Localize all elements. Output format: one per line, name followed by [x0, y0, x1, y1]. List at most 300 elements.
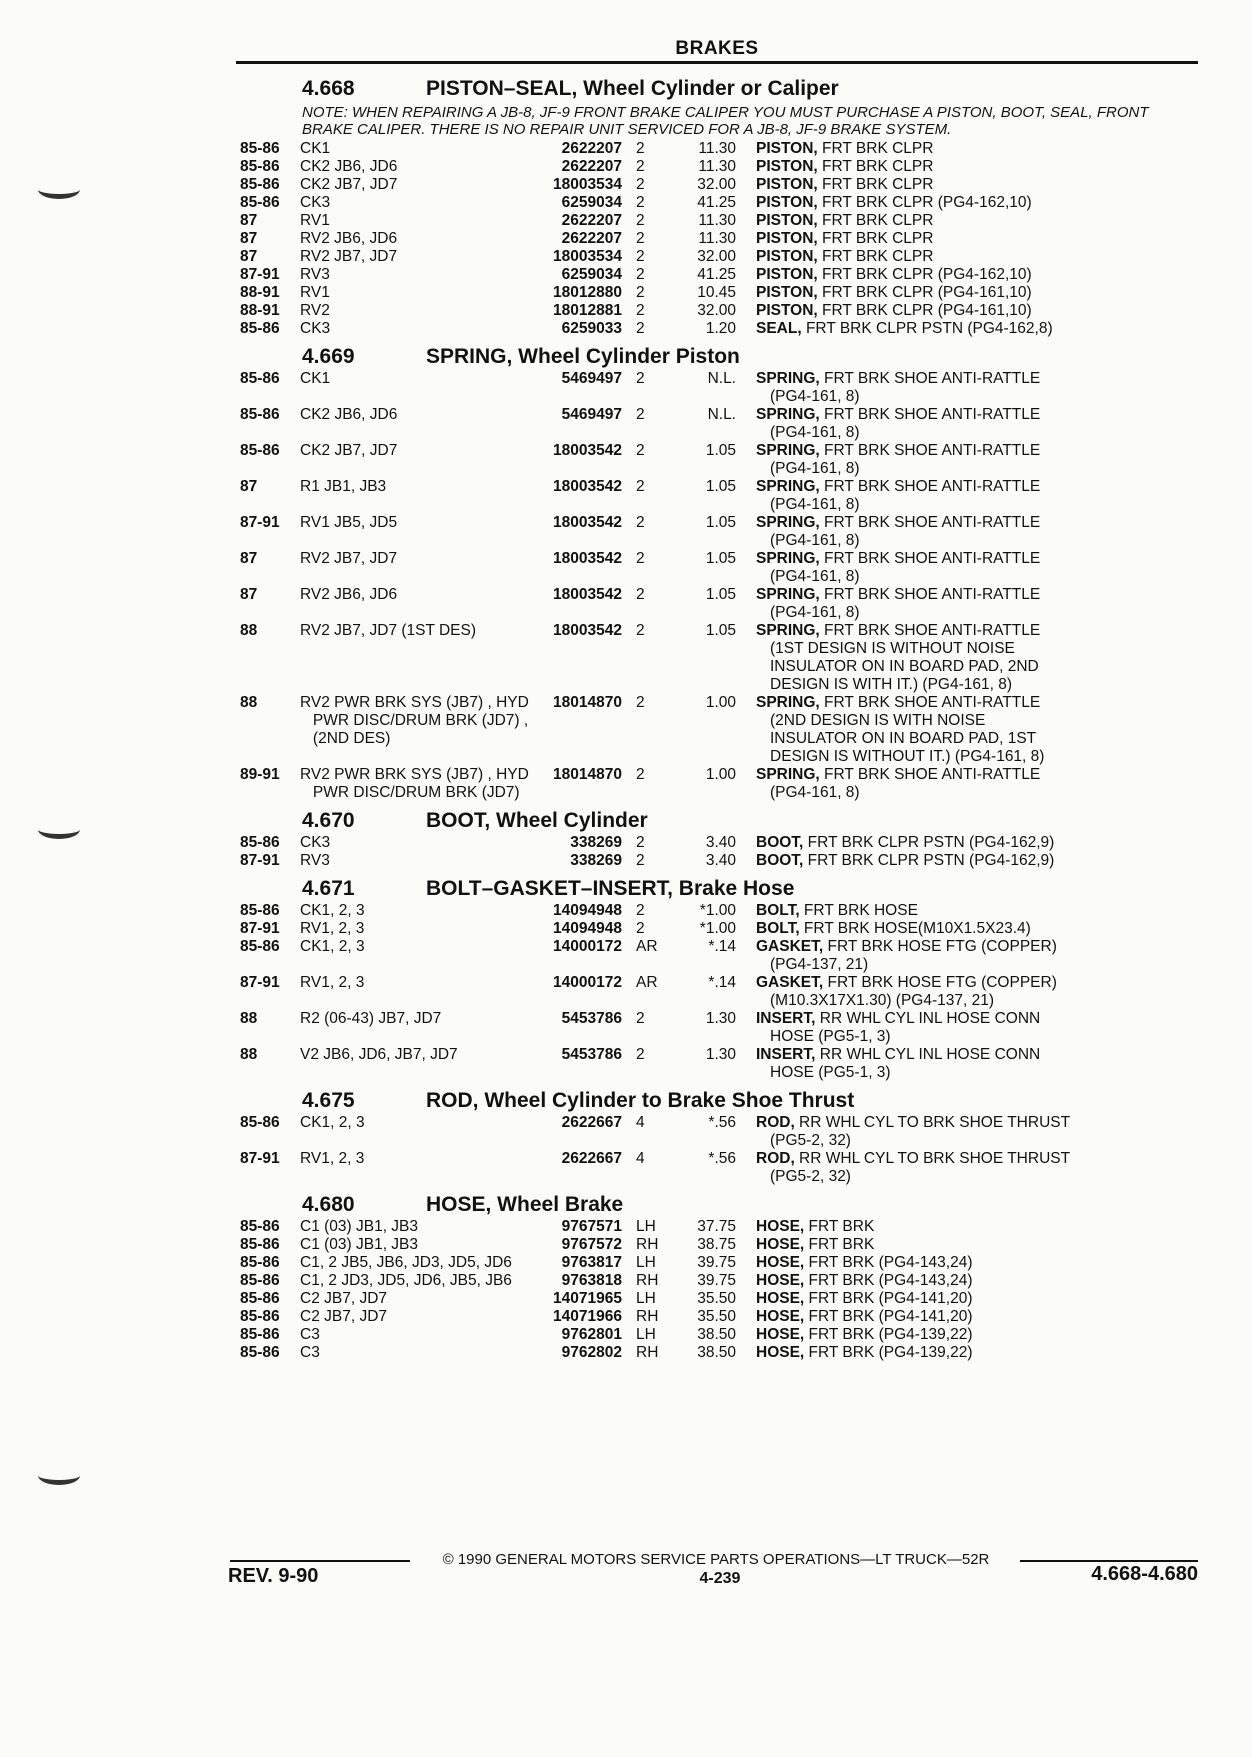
part-number: 18012880 — [553, 284, 622, 301]
price: 38.75 — [697, 1236, 736, 1253]
part-description-line: DESIGN IS WITHOUT IT.) (PG4-161, 8) — [770, 748, 1045, 765]
model-year: 87-91 — [240, 1150, 280, 1167]
part-name: SPRING, — [756, 406, 820, 423]
table-row — [240, 1344, 1198, 1362]
table-row — [240, 284, 1198, 302]
part-description — [736, 1150, 1106, 1186]
quantity: 2 — [636, 266, 645, 283]
part-name: HOSE, — [756, 1272, 805, 1289]
model-year: 88-91 — [240, 302, 280, 319]
part-description-line: (PG4-161, 8) — [770, 568, 860, 585]
part-description-line — [756, 1010, 1106, 1028]
part-description-line: INSULATOR ON IN BOARD PAD, 1ST — [770, 730, 1037, 747]
part-detail: FRT BRK CLPR — [817, 230, 934, 247]
model-description: RV2 JB6, JD6 — [300, 586, 398, 603]
part-number: 5469497 — [561, 370, 622, 387]
model-year: 88 — [240, 622, 258, 639]
part-description — [736, 230, 1106, 248]
price: 38.50 — [697, 1326, 736, 1343]
table-row — [240, 938, 1198, 974]
part-name: PISTON, — [756, 230, 818, 247]
table-row — [240, 158, 1198, 176]
section-title: SPRING, Wheel Cylinder Piston — [426, 345, 740, 368]
table-row — [240, 852, 1198, 870]
part-detail: FRT BRK — [804, 1236, 875, 1253]
model-description: RV1, 2, 3 — [300, 1150, 365, 1167]
model-description: R1 JB1, JB3 — [300, 478, 387, 495]
part-number: 9762801 — [561, 1326, 622, 1343]
price: 32.00 — [697, 176, 736, 193]
part-description-line — [756, 406, 1106, 424]
part-number: 2622667 — [561, 1114, 622, 1131]
quantity: 2 — [636, 766, 645, 783]
model-description: RV3 — [300, 852, 330, 869]
model-year: 85-86 — [240, 176, 280, 193]
part-description-line — [756, 1290, 1106, 1308]
part-name: PISTON, — [756, 284, 818, 301]
part-number: 18012881 — [553, 302, 622, 319]
part-name: SPRING, — [756, 694, 820, 711]
section-number: 4.671 — [302, 877, 355, 900]
part-description-line — [756, 194, 1106, 212]
part-name: PISTON, — [756, 158, 818, 175]
table-row — [240, 140, 1198, 158]
price: 39.75 — [697, 1272, 736, 1289]
table-row — [240, 1150, 1198, 1186]
part-number: 18014870 — [553, 694, 622, 711]
part-description-line: DESIGN IS WITH IT.) (PG4-161, 8) — [770, 676, 1013, 693]
price: N.L. — [707, 370, 736, 387]
part-name: GASKET, — [756, 938, 824, 955]
part-description-line: (PG4-161, 8) — [770, 604, 860, 621]
model-description: CK1, 2, 3 — [300, 902, 365, 919]
part-description-line — [756, 766, 1106, 784]
part-name: SEAL, — [756, 320, 802, 337]
part-description — [736, 586, 1106, 622]
part-detail: FRT BRK — [804, 1218, 875, 1235]
quantity: 2 — [636, 212, 645, 229]
part-description-line — [756, 550, 1106, 568]
part-description-line — [756, 302, 1106, 320]
model-description: CK1 — [300, 140, 331, 157]
model-description: C2 JB7, JD7 — [300, 1290, 388, 1307]
quantity: 4 — [636, 1150, 645, 1167]
model-year: 85-86 — [240, 834, 280, 851]
part-detail: FRT BRK SHOE ANTI-RATTLE — [819, 514, 1041, 531]
model-year: 87 — [240, 586, 258, 603]
footer-rule-right — [1020, 1560, 1198, 1562]
model-year: 88-91 — [240, 284, 280, 301]
model-description: RV1, 2, 3 — [300, 974, 365, 991]
model-year: 88 — [240, 1010, 258, 1027]
part-description — [736, 514, 1106, 550]
part-description — [736, 1344, 1106, 1362]
part-name: PISTON, — [756, 266, 818, 283]
quantity: RH — [636, 1272, 659, 1289]
part-description — [736, 212, 1106, 230]
table-row — [240, 1254, 1198, 1272]
model-year: 87-91 — [240, 514, 280, 531]
model-description: C1 (03) JB1, JB3 — [300, 1236, 419, 1253]
part-description — [736, 194, 1106, 212]
part-number: 2622207 — [561, 140, 622, 157]
model-year: 85-86 — [240, 1236, 280, 1253]
part-description — [736, 1010, 1106, 1046]
part-detail: FRT BRK CLPR — [817, 158, 934, 175]
part-description — [736, 920, 1106, 938]
part-description-line — [756, 266, 1106, 284]
section-title: PISTON–SEAL, Wheel Cylinder or Caliper — [426, 77, 839, 100]
part-description-line: HOSE (PG5-1, 3) — [770, 1064, 891, 1081]
part-description-line — [756, 514, 1106, 532]
model-year: 87-91 — [240, 852, 280, 869]
price: 3.40 — [705, 852, 736, 869]
part-description — [736, 1236, 1106, 1254]
section-heading — [240, 876, 1198, 902]
price: *.56 — [708, 1150, 736, 1167]
part-number: 2622207 — [561, 212, 622, 229]
part-description-line: (PG4-161, 8) — [770, 460, 860, 477]
part-description-line — [756, 320, 1106, 338]
model-description: C1 (03) JB1, JB3 — [300, 1218, 419, 1235]
part-number: 2622207 — [561, 230, 622, 247]
part-description — [736, 370, 1106, 406]
price: 1.05 — [705, 550, 736, 567]
quantity: 2 — [636, 902, 645, 919]
part-number: 6259034 — [561, 266, 622, 283]
price: 1.00 — [705, 766, 736, 783]
quantity: 2 — [636, 586, 645, 603]
section-number: 4.675 — [302, 1089, 355, 1112]
price: 32.00 — [697, 302, 736, 319]
header-rule — [236, 61, 1198, 64]
page-header: BRAKES — [675, 38, 759, 59]
quantity: 2 — [636, 622, 645, 639]
price: 37.75 — [697, 1218, 736, 1235]
table-row — [240, 1272, 1198, 1290]
table-row — [240, 1308, 1198, 1326]
model-year: 85-86 — [240, 1114, 280, 1131]
table-row — [240, 1290, 1198, 1308]
part-detail: FRT BRK (PG4-143,24) — [804, 1272, 973, 1289]
part-description-line — [756, 176, 1106, 194]
part-description-line: HOSE (PG5-1, 3) — [770, 1028, 891, 1045]
quantity: 2 — [636, 1046, 645, 1063]
part-detail: FRT BRK SHOE ANTI-RATTLE — [819, 694, 1041, 711]
price: 3.40 — [705, 834, 736, 851]
part-detail: FRT BRK CLPR — [817, 176, 934, 193]
part-description-line: (PG4-161, 8) — [770, 532, 860, 549]
part-description-line — [756, 852, 1106, 870]
part-detail: FRT BRK SHOE ANTI-RATTLE — [819, 586, 1041, 603]
model-year: 85-86 — [240, 370, 280, 387]
part-description-line: INSULATOR ON IN BOARD PAD, 2ND — [770, 658, 1039, 675]
section-title: HOSE, Wheel Brake — [426, 1193, 624, 1216]
part-description — [736, 1272, 1106, 1290]
part-description-line: (PG5-2, 32) — [770, 1132, 851, 1149]
table-row — [240, 694, 1198, 766]
part-number: 18003542 — [553, 442, 622, 459]
table-row — [240, 902, 1198, 920]
part-number: 9762802 — [561, 1344, 622, 1361]
model-year: 87-91 — [240, 974, 280, 991]
part-name: PISTON, — [756, 140, 818, 157]
quantity: 2 — [636, 158, 645, 175]
table-row — [240, 920, 1198, 938]
part-name: SPRING, — [756, 586, 820, 603]
part-description-line: (PG5-2, 32) — [770, 1168, 851, 1185]
part-number: 6259033 — [561, 320, 622, 337]
part-detail: FRT BRK SHOE ANTI-RATTLE — [819, 478, 1041, 495]
price: 11.30 — [698, 158, 736, 175]
model-description: RV1 — [300, 284, 330, 301]
model-description: RV1 JB5, JD5 — [300, 514, 398, 531]
part-description-line — [756, 1308, 1106, 1326]
part-description-line: (2ND DESIGN IS WITH NOISE — [770, 712, 986, 729]
price: *.14 — [708, 974, 736, 991]
part-description-line — [756, 230, 1106, 248]
punch-hole-mark — [38, 180, 80, 199]
part-detail: FRT BRK CLPR — [817, 140, 934, 157]
part-description — [736, 442, 1106, 478]
price: 1.30 — [705, 1010, 736, 1027]
quantity: 2 — [636, 442, 645, 459]
part-number: 18014870 — [553, 766, 622, 783]
part-name: BOLT, — [756, 920, 800, 937]
part-description-line — [756, 1218, 1106, 1236]
part-number: 6259034 — [561, 194, 622, 211]
part-description — [736, 1114, 1106, 1150]
part-number: 5469497 — [561, 406, 622, 423]
part-description-line — [756, 622, 1106, 640]
part-description — [736, 1218, 1106, 1236]
part-description — [736, 406, 1106, 442]
part-detail: FRT BRK HOSE — [799, 902, 918, 919]
price: *.56 — [708, 1114, 736, 1131]
part-description — [736, 284, 1106, 302]
section-heading — [240, 808, 1198, 834]
part-number: 9763817 — [561, 1254, 622, 1271]
section-number: 4.670 — [302, 809, 355, 832]
part-description-line — [756, 938, 1106, 956]
quantity: 2 — [636, 248, 645, 265]
part-name: SPRING, — [756, 550, 820, 567]
model-description: CK2 JB6, JD6 — [300, 406, 398, 423]
part-name: GASKET, — [756, 974, 824, 991]
model-year: 88 — [240, 694, 258, 711]
part-name: HOSE, — [756, 1326, 805, 1343]
part-description-line — [756, 1326, 1106, 1344]
part-description-line: (PG4-137, 21) — [770, 956, 869, 973]
model-year: 87 — [240, 248, 258, 265]
part-name: SPRING, — [756, 442, 820, 459]
part-description-line — [756, 442, 1106, 460]
part-detail: FRT BRK CLPR PSTN (PG4-162,9) — [803, 852, 1055, 869]
part-number: 14071966 — [553, 1308, 622, 1325]
model-description: CK3 — [300, 194, 331, 211]
quantity: RH — [636, 1344, 659, 1361]
table-row — [240, 266, 1198, 284]
model-year: 85-86 — [240, 1344, 280, 1361]
revision-label: REV. 9-90 — [228, 1565, 319, 1587]
part-number: 14094948 — [553, 920, 622, 937]
table-row — [240, 514, 1198, 550]
model-description: RV2 JB7, JD7 — [300, 248, 398, 265]
model-year: 85-86 — [240, 158, 280, 175]
part-number: 9767571 — [561, 1218, 622, 1235]
part-number: 9763818 — [561, 1272, 622, 1289]
part-description — [736, 1308, 1106, 1326]
part-number: 18003542 — [553, 622, 622, 639]
table-row — [240, 194, 1198, 212]
part-description-line — [756, 1150, 1106, 1168]
part-detail: FRT BRK (PG4-141,20) — [804, 1290, 973, 1307]
quantity: 2 — [636, 694, 645, 711]
price: 1.05 — [705, 442, 736, 459]
model-description: CK1, 2, 3 — [300, 1114, 365, 1131]
model-year: 85-86 — [240, 1290, 280, 1307]
part-description — [736, 140, 1106, 158]
part-description-line — [756, 920, 1106, 938]
part-description-line — [756, 586, 1106, 604]
table-row — [240, 586, 1198, 622]
price: *1.00 — [699, 902, 736, 919]
part-number: 18003542 — [553, 586, 622, 603]
model-description: R2 (06-43) JB7, JD7 — [300, 1010, 442, 1027]
part-name: HOSE, — [756, 1236, 805, 1253]
price: N.L. — [707, 406, 736, 423]
section-title: ROD, Wheel Cylinder to Brake Shoe Thrust — [426, 1089, 855, 1112]
quantity: AR — [636, 938, 658, 955]
part-number: 18003542 — [553, 514, 622, 531]
table-row — [240, 248, 1198, 266]
part-description-line — [756, 248, 1106, 266]
quantity: 2 — [636, 1010, 645, 1027]
price: 32.00 — [697, 248, 736, 265]
part-description — [736, 158, 1106, 176]
part-number: 2622207 — [561, 158, 622, 175]
quantity: 2 — [636, 140, 645, 157]
table-row — [240, 320, 1198, 338]
quantity: RH — [636, 1308, 659, 1325]
part-description — [736, 694, 1106, 766]
quantity: LH — [636, 1290, 656, 1307]
model-year: 85-86 — [240, 442, 280, 459]
quantity: 2 — [636, 406, 645, 423]
model-description: RV3 — [300, 266, 330, 283]
part-description — [736, 1290, 1106, 1308]
model-year: 87-91 — [240, 920, 280, 937]
quantity: 2 — [636, 550, 645, 567]
table-row — [240, 1236, 1198, 1254]
model-year: 87 — [240, 478, 258, 495]
part-detail: FRT BRK SHOE ANTI-RATTLE — [819, 550, 1041, 567]
part-detail: FRT BRK SHOE ANTI-RATTLE — [819, 406, 1041, 423]
part-name: PISTON, — [756, 302, 818, 319]
quantity: LH — [636, 1326, 656, 1343]
table-row — [240, 370, 1198, 406]
section-range: 4.668-4.680 — [1091, 1563, 1198, 1585]
part-description — [736, 302, 1106, 320]
model-description: RV2 JB6, JD6 — [300, 230, 398, 247]
section-note: NOTE: WHEN REPAIRING A JB-8, JF-9 FRONT BRAKE CALIPER YOU MUST PURCHASE A PISTON, BOOT, SEAL, FRONT BRAKE CALIPER. THERE IS NO REPAIR UNIT SERVICED FOR A JB-8, JF-9 BRAKE SYSTEM. — [302, 104, 1149, 138]
price: 35.50 — [697, 1290, 736, 1307]
part-description-line — [756, 1254, 1106, 1272]
part-name: PISTON, — [756, 176, 818, 193]
part-description — [736, 766, 1106, 802]
page-number: 4-239 — [699, 1570, 741, 1587]
part-name: HOSE, — [756, 1254, 805, 1271]
table-row — [240, 302, 1198, 320]
model-description: C1, 2 JB5, JB6, JD3, JD5, JD6 — [300, 1254, 512, 1271]
part-description-line — [756, 158, 1106, 176]
part-name: PISTON, — [756, 194, 818, 211]
part-detail: RR WHL CYL INL HOSE CONN — [815, 1046, 1041, 1063]
quantity: AR — [636, 974, 658, 991]
part-number: 14000172 — [553, 938, 622, 955]
price: 38.50 — [697, 1344, 736, 1361]
model-year: 85-86 — [240, 938, 280, 955]
price: 11.30 — [698, 140, 736, 157]
part-description-line — [756, 212, 1106, 230]
part-description-line: (PG4-161, 8) — [770, 496, 860, 513]
parts-list — [240, 76, 1198, 1362]
part-name: SPRING, — [756, 514, 820, 531]
model-year: 87 — [240, 212, 258, 229]
part-description — [736, 248, 1106, 266]
part-name: ROD, — [756, 1150, 795, 1167]
model-year: 85-86 — [240, 406, 280, 423]
price: *1.00 — [699, 920, 736, 937]
part-number: 18003542 — [553, 478, 622, 495]
part-description-line — [756, 834, 1106, 852]
price: 10.45 — [697, 284, 736, 301]
part-description-line — [756, 1236, 1106, 1254]
model-year: 85-86 — [240, 140, 280, 157]
part-detail: FRT BRK CLPR — [817, 248, 934, 265]
part-name: SPRING, — [756, 766, 820, 783]
quantity: 4 — [636, 1114, 645, 1131]
part-number: 18003534 — [553, 176, 622, 193]
quantity: LH — [636, 1218, 656, 1235]
model-description: C2 JB7, JD7 — [300, 1308, 388, 1325]
section-number: 4.680 — [302, 1193, 355, 1216]
part-detail: FRT BRK (PG4-139,22) — [804, 1344, 973, 1361]
quantity: 2 — [636, 478, 645, 495]
part-number: 14094948 — [553, 902, 622, 919]
part-detail: RR WHL CYL INL HOSE CONN — [815, 1010, 1041, 1027]
quantity: 2 — [636, 230, 645, 247]
price: 1.20 — [705, 320, 736, 337]
part-description — [736, 852, 1106, 870]
quantity: 2 — [636, 920, 645, 937]
part-description — [736, 176, 1106, 194]
quantity: 2 — [636, 370, 645, 387]
part-description — [736, 320, 1106, 338]
table-row — [240, 766, 1198, 802]
part-name: SPRING, — [756, 478, 820, 495]
table-row — [240, 974, 1198, 1010]
quantity: 2 — [636, 302, 645, 319]
part-detail: FRT BRK CLPR (PG4-161,10) — [817, 284, 1032, 301]
model-year: 85-86 — [240, 320, 280, 337]
part-name: SPRING, — [756, 370, 820, 387]
part-number: 18003542 — [553, 550, 622, 567]
model-year: 85-86 — [240, 1254, 280, 1271]
part-number: 338269 — [570, 852, 622, 869]
part-detail: FRT BRK HOSE FTG (COPPER) — [823, 938, 1057, 955]
part-number: 5453786 — [561, 1010, 622, 1027]
